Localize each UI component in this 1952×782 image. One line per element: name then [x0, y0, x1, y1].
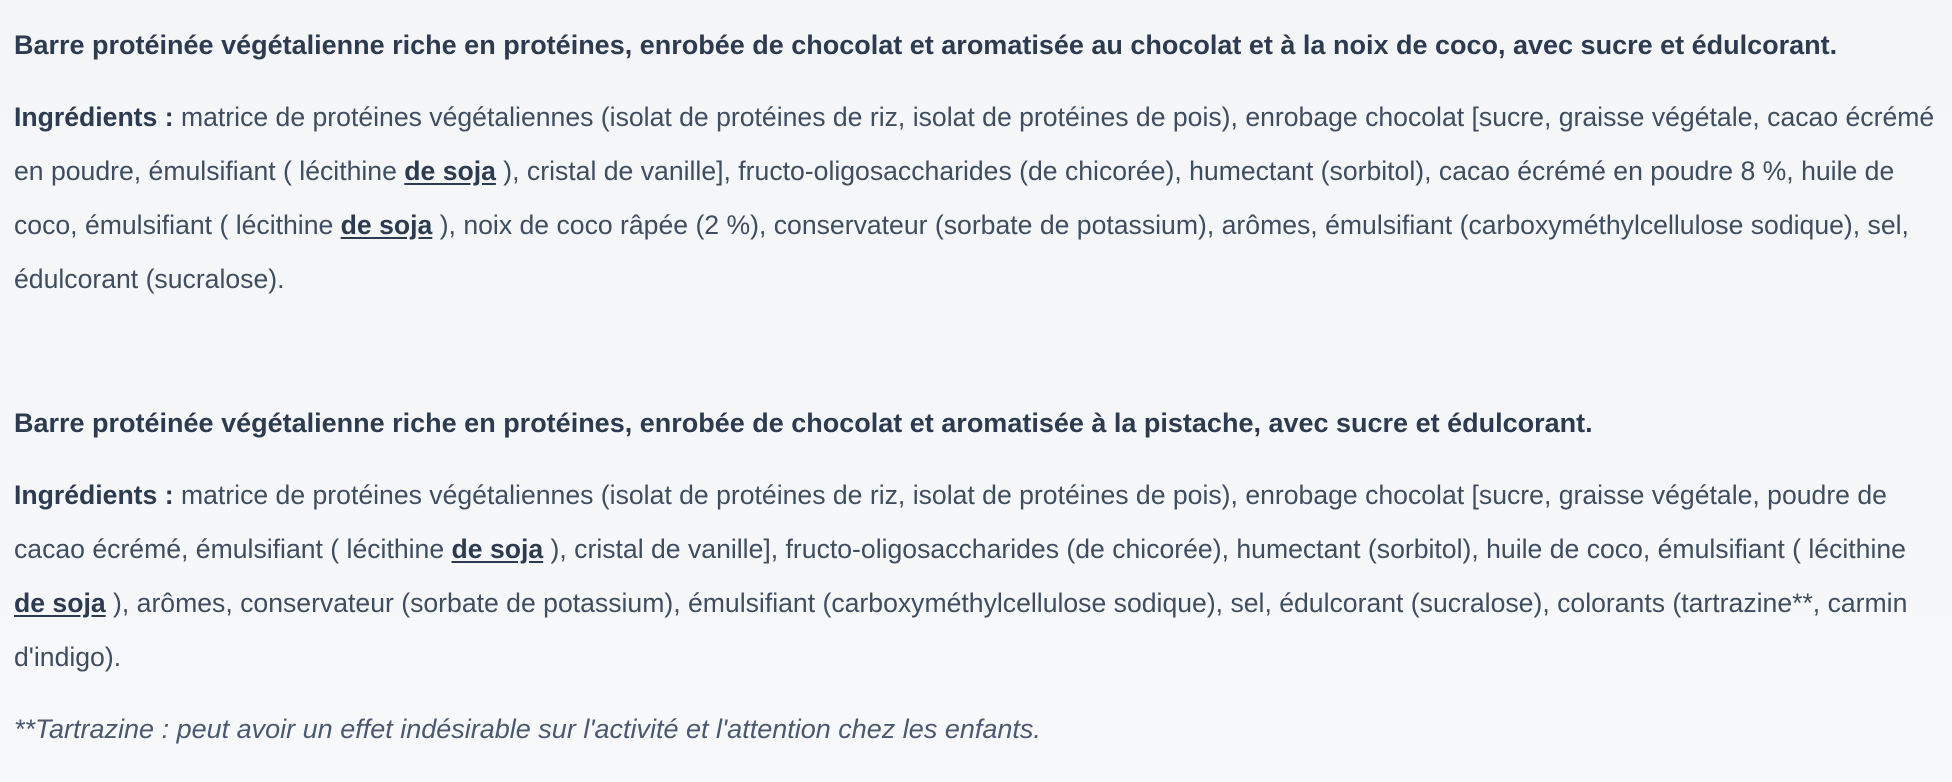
tartrazine-footnote: **Tartrazine : peut avoir un effet indésirable sur l'activité et l'attention chez les enfants.	[14, 714, 1041, 744]
allergen-soja: de soja	[14, 588, 106, 618]
product-title-chocolate-coconut: Barre protéinée végétalienne riche en protéines, enrobée de chocolat et aromatisée au chocolat et à la noix de coco, avec sucre et édulcorant.	[14, 30, 1838, 60]
allergen-soja: de soja	[451, 534, 544, 564]
ingredients-text: ), noix de coco râpée (2 %), conservateur (sorbate de potassium), arômes, émulsifiant (carboxyméthylcellulose sodique), sel, édulcorant (sucralose).	[14, 210, 1909, 294]
ingredients-text: ), cristal de vanille], fructo-oligosaccharides (de chicorée), humectant (sorbitol), huile de coco, émulsifiant ( lécithine	[543, 534, 1906, 564]
ingredients-text: matrice de protéines végétaliennes (isolat de protéines de riz, isolat de protéines de pois), enrobage chocolat [sucre, graisse végétale, cacao écrémé en poudre, émulsifiant ( lécithine	[14, 102, 1935, 186]
ingredients-list-pistachio	[14, 468, 1944, 684]
ingredients-text: ), arômes, conservateur (sorbate de potassium), émulsifiant (carboxyméthylcellulose sodique), sel, édulcorant (sucralose), colorants (tartrazine**, carmin d'indigo).	[14, 588, 1908, 672]
ingredients-label: Ingrédients :	[14, 480, 174, 510]
product-title-pistachio: Barre protéinée végétalienne riche en protéines, enrobée de chocolat et aromatisée à la pistache, avec sucre et édulcorant.	[14, 408, 1593, 438]
ingredients-list-chocolate-coconut	[14, 90, 1944, 306]
ingredients-text: ), cristal de vanille], fructo-oligosaccharides (de chicorée), humectant (sorbitol), cacao écrémé en poudre 8 %, huile de coco, émulsifiant ( lécithine	[14, 156, 1895, 240]
allergen-soja: de soja	[404, 156, 496, 186]
ingredients-label: Ingrédients :	[14, 102, 174, 132]
ingredients-text: matrice de protéines végétaliennes (isolat de protéines de riz, isolat de protéines de pois), enrobage chocolat [sucre, graisse végétale, poudre de cacao écrémé, émulsifiant ( lécithine	[14, 480, 1887, 564]
allergen-soja: de soja	[340, 210, 433, 240]
